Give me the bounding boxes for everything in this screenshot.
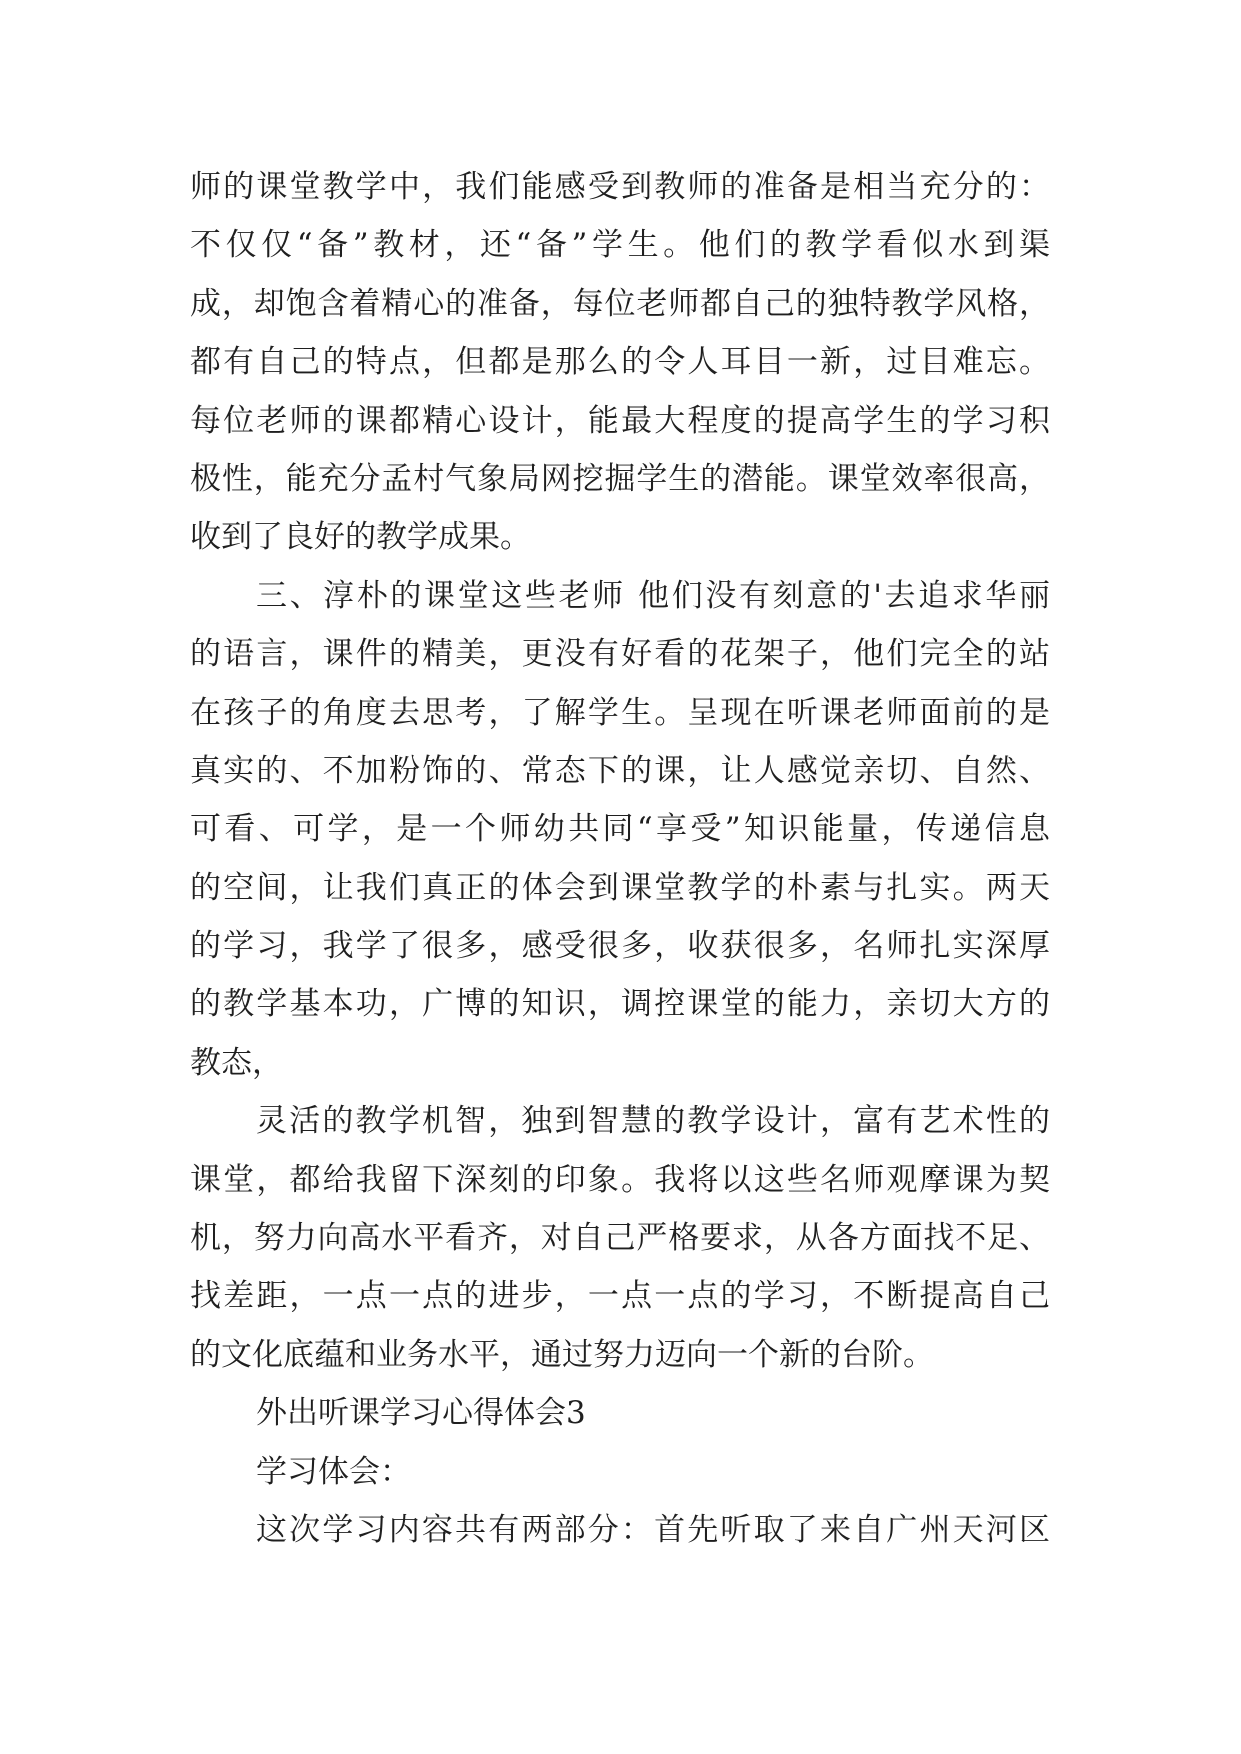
paragraph-line: 可看、可学，是一个师幼共同“享受”知识能量，传递信息 xyxy=(190,811,1050,848)
document-body xyxy=(190,158,1050,1559)
section-heading: 外出听课学习心得体会3 xyxy=(256,1395,586,1432)
subheading: 学习体会： xyxy=(256,1453,411,1490)
paragraph-line: 教态， xyxy=(190,1044,283,1081)
paragraph-line: 这次学习内容共有两部分：首先听取了来自广州天河区 xyxy=(256,1511,1050,1548)
paragraph-line: 的语言，课件的精美，更没有好看的花架子，他们完全的站 xyxy=(190,636,1050,673)
paragraph-line: 的文化底蕴和业务水平，通过努力迈向一个新的台阶。 xyxy=(190,1336,934,1373)
paragraph-line: 三、淳朴的课堂这些老师 他们没有刻意的'去追求华丽 xyxy=(256,577,1050,614)
paragraph-line: 都有自己的特点，但都是那么的令人耳目一新，过目难忘。 xyxy=(190,344,1050,381)
paragraph-line: 机，努力向高水平看齐，对自己严格要求，从各方面找不足、 xyxy=(190,1220,1050,1257)
paragraph-line: 真实的、不加粉饰的、常态下的课，让人感觉亲切、自然、 xyxy=(190,752,1050,789)
paragraph-line: 师的课堂教学中，我们能感受到教师的准备是相当充分的： xyxy=(190,169,1050,205)
paragraph-line: 极性，能充分孟村气象局网挖掘学生的潜能。课堂效率很高， xyxy=(190,460,1050,497)
paragraph-line: 不仅仅“备”教材，还“备”学生。他们的教学看似水到渠 xyxy=(190,227,1050,264)
paragraph-line: 的空间，让我们真正的体会到课堂教学的朴素与扎实。两天 xyxy=(190,869,1050,906)
paragraph-line: 收到了良好的教学成果。 xyxy=(190,519,531,556)
paragraph-line: 课堂，都给我留下深刻的印象。我将以这些名师观摩课为契 xyxy=(190,1161,1050,1198)
paragraph-line: 成，却饱含着精心的准备，每位老师都自己的独特教学风格， xyxy=(190,285,1050,322)
paragraph-line: 在孩子的角度去思考，了解学生。呈现在听课老师面前的是 xyxy=(190,694,1050,731)
paragraph-line: 的学习，我学了很多，感受很多，收获很多，名师扎实深厚 xyxy=(190,928,1050,965)
paragraph-line: 找差距，一点一点的进步，一点一点的学习，不断提高自己 xyxy=(190,1278,1050,1315)
paragraph-line: 的教学基本功，广博的知识，调控课堂的能力，亲切大方的 xyxy=(190,986,1050,1023)
paragraph-line: 灵活的教学机智，独到智慧的教学设计，富有艺术性的 xyxy=(256,1103,1050,1140)
paragraph-line: 每位老师的课都精心设计，能最大程度的提高学生的学习积 xyxy=(190,402,1050,439)
